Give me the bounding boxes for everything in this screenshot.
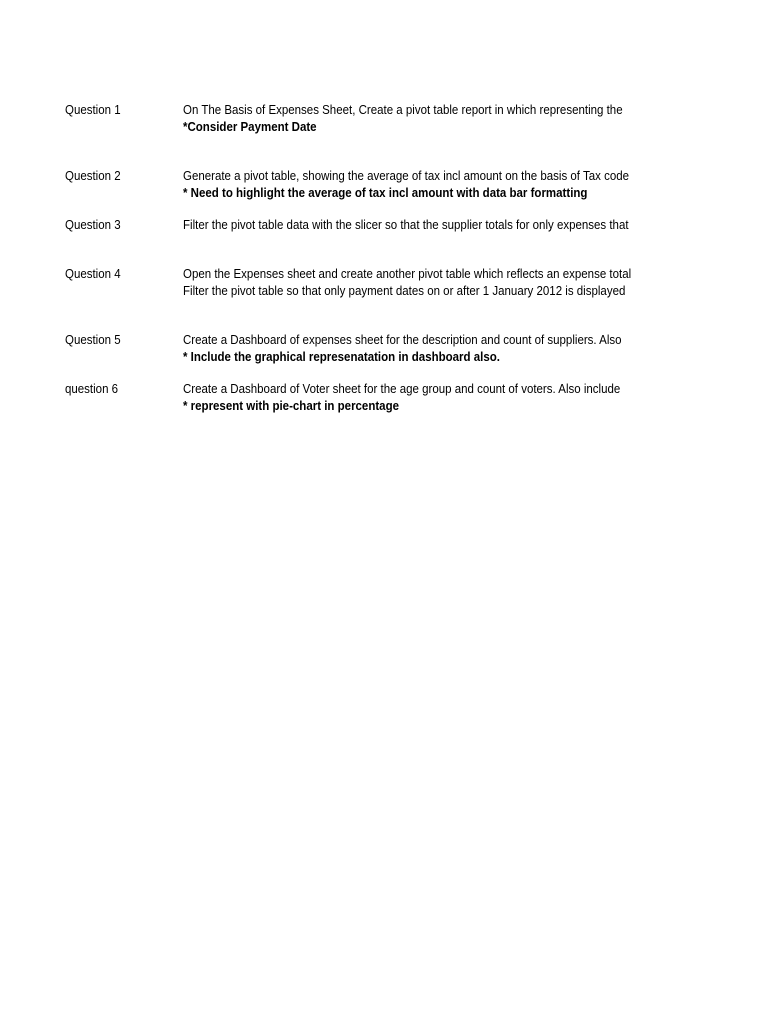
question-2-note: * Need to highlight the average of tax incl amount with data bar formatting [183,186,588,200]
question-2-text [183,168,657,202]
question-6-text [183,381,657,415]
question-5-note: * Include the graphical represenatation in dashboard also. [183,350,500,364]
question-3-line-1: Filter the pivot table data with the slicer so that the supplier totals for only expenses that [183,218,629,232]
question-3-text [183,217,657,234]
question-2-line-1: Generate a pivot table, showing the average of tax incl amount on the basis of Tax code [183,169,630,183]
question-1-text [183,102,657,136]
question-5-label: Question 5 [65,333,121,347]
question-4-label: Question 4 [65,267,121,281]
question-5-line-1: Create a Dashboard of expenses sheet for the description and count of suppliers. Also [183,333,622,347]
question-3-label: Question 3 [65,218,121,232]
question-5-text [183,332,657,366]
question-4-line-2: Filter the pivot table so that only payment dates on or after 1 January 2012 is displayed [183,284,626,298]
question-6-line-1: Create a Dashboard of Voter sheet for the age group and count of voters. Also include [183,382,621,396]
question-2-label: Question 2 [65,169,121,183]
question-4-line-1: Open the Expenses sheet and create another pivot table which reflects an expense total [183,267,632,281]
question-6-label: question 6 [65,382,119,396]
question-6-note: * represent with pie-chart in percentage [183,399,400,413]
question-1-label: Question 1 [65,103,121,117]
question-1-line-1: On The Basis of Expenses Sheet, Create a pivot table report in which representing the [183,103,623,117]
question-1-note: *Consider Payment Date [183,120,317,134]
question-4-text [183,266,657,300]
